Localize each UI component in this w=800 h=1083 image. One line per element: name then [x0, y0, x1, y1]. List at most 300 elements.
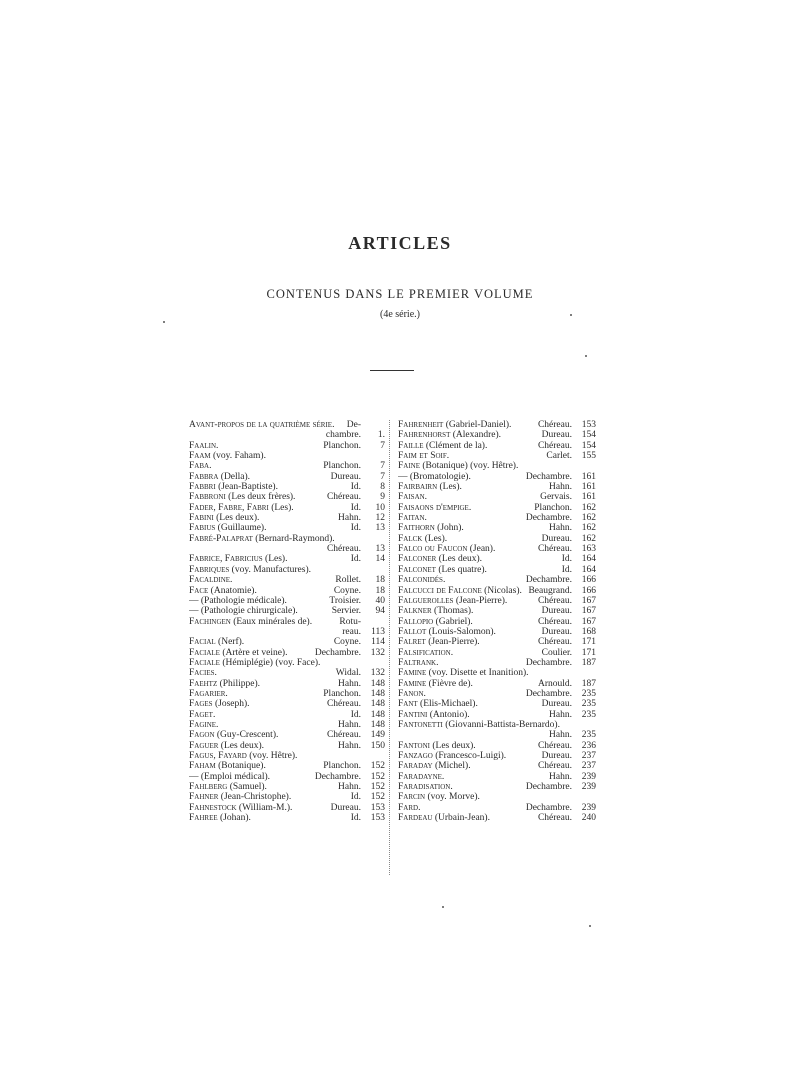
entry-page — [572, 668, 596, 678]
entry-head: Fabbri — [189, 482, 216, 493]
entry-title — [189, 761, 319, 771]
index-entry — [189, 513, 385, 523]
ink-speck — [570, 314, 572, 316]
entry-head: Falco ou Faucon — [398, 544, 468, 555]
entry-detail: (Jean-Pierre). — [453, 595, 508, 606]
entry-detail: (Les). — [268, 502, 294, 513]
index-entry — [189, 751, 385, 761]
index-entry — [398, 689, 596, 699]
index-entry — [189, 586, 385, 596]
entry-head: Faisaons d'empige. — [398, 502, 472, 513]
entry-head: Fabré-Palaprat — [189, 533, 253, 544]
entry-title — [189, 430, 322, 440]
index-entry — [398, 451, 596, 461]
index-entry — [398, 658, 596, 668]
entry-detail: (Louis-Salomon). — [426, 626, 496, 637]
entry-head: Fanzago — [398, 751, 433, 761]
entry-detail: (Clément de la). — [423, 440, 488, 451]
entry-page: 7 — [380, 461, 385, 472]
entry-author: Dechambre. — [525, 513, 572, 524]
entry-title — [189, 679, 334, 689]
entry-title — [189, 513, 334, 523]
entry-title — [189, 658, 357, 668]
index-entry — [189, 813, 385, 823]
entry-head: Fagine. — [189, 719, 219, 730]
entry-page: 153 — [581, 420, 596, 430]
entry-title — [398, 637, 534, 647]
index-entry — [398, 565, 596, 575]
entry-head: Falsification. — [398, 647, 454, 658]
entry-title — [398, 668, 568, 678]
entry-author: Dechambre. — [314, 647, 361, 658]
entry-detail: (Eaux minérales de). — [230, 616, 313, 627]
entry-author: Troisier. — [329, 595, 361, 606]
entry-detail: (Les quatre). — [435, 564, 487, 575]
entry-title — [189, 751, 357, 761]
index-entry — [189, 741, 385, 751]
entry-author: Rollet. — [335, 575, 361, 586]
entry-title — [398, 751, 538, 761]
entry-page — [361, 751, 385, 761]
entry-author: Chéreau. — [326, 544, 361, 555]
entry-author: Gervais. — [540, 492, 572, 503]
entry-head: Faciale — [189, 647, 220, 658]
entry-title — [189, 668, 332, 678]
index-entry — [398, 730, 596, 740]
entry-author: Dechambre. — [525, 657, 572, 668]
entry-head: Facies. — [189, 668, 217, 679]
entry-title — [398, 565, 558, 575]
entry-page: 239 — [581, 802, 596, 813]
entry-page: 8 — [380, 482, 385, 493]
entry-head: Avant-propos de la quatrième série. — [189, 420, 335, 430]
entry-head: Fahlberg — [189, 782, 228, 793]
entry-head: Falconer — [398, 554, 437, 565]
index-entry — [398, 761, 596, 771]
entry-page — [361, 617, 385, 627]
entry-detail: (Guillaume). — [215, 523, 267, 534]
index-entry — [398, 554, 596, 564]
entry-title — [398, 575, 522, 585]
index-entry — [398, 803, 596, 813]
entry-title — [189, 523, 347, 533]
entry-title — [189, 689, 319, 699]
entry-detail: (voy. Disette et Inanition). — [426, 668, 529, 679]
entry-head: Faisan. — [398, 492, 428, 503]
entry-author: Id. — [350, 709, 361, 720]
entry-title — [398, 534, 538, 544]
entry-page: 132 — [370, 668, 385, 679]
entry-title — [398, 606, 538, 616]
entry-page: 152 — [370, 771, 385, 782]
entry-page — [361, 451, 385, 461]
entry-author: Chéreau. — [537, 420, 572, 430]
entry-head: Faget. — [189, 709, 216, 720]
entry-head: Falret — [398, 637, 426, 648]
entry-head: Faciale — [189, 657, 220, 668]
page-subtitle: CONTENUS DANS LE PREMIER VOLUME — [266, 287, 534, 301]
index-entry — [189, 544, 385, 554]
entry-head: Fabrice, Fabricius — [189, 554, 263, 565]
entry-page: 171 — [581, 647, 596, 658]
entry-title — [398, 441, 534, 451]
entry-title — [398, 430, 538, 440]
entry-title — [189, 586, 330, 596]
entry-author: Arnould. — [537, 678, 572, 689]
index-entry — [398, 482, 596, 492]
entry-head: Falkner — [398, 606, 432, 617]
entry-head: Facial — [189, 637, 216, 648]
index-entry — [398, 472, 596, 482]
entry-detail: (Thomas). — [431, 606, 474, 617]
entry-title — [398, 544, 534, 554]
entry-title — [398, 492, 536, 502]
entry-head: Fairbairn — [398, 482, 438, 493]
entry-title — [189, 648, 311, 658]
entry-author: Chéreau. — [537, 761, 572, 772]
index-entry — [398, 441, 596, 451]
index-entry — [398, 720, 596, 730]
entry-title — [398, 658, 522, 668]
entry-page: 94 — [375, 606, 385, 617]
entry-head: Fant — [398, 699, 418, 710]
entry-author: Chéreau. — [537, 740, 572, 751]
entry-head: Faalin. — [189, 440, 219, 451]
entry-head: Fabriques — [189, 564, 230, 575]
entry-title — [189, 730, 323, 740]
entry-page: 240 — [581, 813, 596, 824]
entry-author: Id. — [350, 502, 361, 513]
index-entry — [398, 461, 596, 471]
entry-author: Dechambre. — [525, 688, 572, 699]
entry-page: 168 — [581, 626, 596, 637]
entry-title — [398, 586, 524, 596]
entry-page — [572, 720, 596, 730]
entry-author: Hahn. — [338, 513, 361, 524]
entry-author: Id. — [350, 813, 361, 824]
entry-title — [189, 441, 319, 451]
entry-page: 153 — [370, 802, 385, 813]
entry-author: Dechambre. — [525, 802, 572, 813]
entry-head: Faba. — [189, 461, 212, 472]
entry-page: 153 — [370, 813, 385, 824]
entry-page: 1. — [377, 430, 385, 441]
entry-detail: — (Pathologie médicale). — [189, 595, 287, 606]
index-entry — [189, 803, 385, 813]
entry-detail: (Botanique). — [215, 761, 266, 772]
index-entry — [189, 492, 385, 502]
entry-page: 148 — [370, 709, 385, 720]
entry-title — [398, 596, 534, 606]
entry-detail: (voy. Faham). — [210, 451, 266, 462]
entry-detail: (Elis-Michael). — [417, 699, 478, 710]
entry-author: Dureau. — [541, 699, 572, 710]
entry-detail: (Urbain-Jean). — [432, 813, 490, 824]
index-entry — [189, 451, 385, 461]
entry-head: Fabbra — [189, 471, 219, 482]
index-entry — [189, 761, 385, 771]
entry-page: 149 — [370, 730, 385, 741]
entry-title — [189, 544, 323, 554]
entry-title — [398, 741, 534, 751]
entry-page: 166 — [581, 585, 596, 596]
entry-detail: (Gabriel-Daniel). — [443, 420, 512, 430]
entry-head: Facaldine. — [189, 575, 233, 586]
entry-head: Fardeau — [398, 813, 433, 824]
index-entry — [398, 503, 596, 513]
entry-author: Coyne. — [333, 637, 361, 648]
index-entry — [189, 699, 385, 709]
entry-detail: (Francesco-Luigi). — [432, 751, 507, 761]
entry-head: Fader, Fabre, Fabri — [189, 502, 269, 513]
entry-head: Falcucci de Falcone — [398, 585, 482, 596]
entry-title — [398, 803, 522, 813]
entry-detail: (Jean). — [467, 544, 496, 555]
entry-page — [361, 565, 385, 575]
index-entry — [189, 596, 385, 606]
entry-head: Famine — [398, 668, 427, 679]
entry-author: Rotu- — [339, 616, 361, 627]
index-entry — [398, 679, 596, 689]
entry-title — [398, 782, 522, 792]
entry-author: Chéreau. — [326, 730, 361, 741]
entry-head: Fahner — [189, 792, 219, 803]
entry-author: Coulier. — [541, 647, 572, 658]
entry-title — [398, 813, 534, 823]
entry-detail: (Johan). — [217, 813, 251, 824]
index-entry — [398, 617, 596, 627]
entry-author: Servier. — [331, 606, 361, 617]
index-entry — [398, 523, 596, 533]
entry-title — [398, 472, 522, 482]
index-entry — [398, 813, 596, 823]
entry-title — [398, 513, 522, 523]
entry-title — [189, 699, 323, 709]
entry-head: Faguer — [189, 740, 219, 751]
index-entry — [189, 668, 385, 678]
entry-author: Dechambre. — [525, 782, 572, 793]
entry-detail: (Della). — [218, 471, 251, 482]
entry-author: chambre. — [325, 430, 361, 441]
entry-author: Dechambre. — [314, 771, 361, 782]
entry-author: Chéreau. — [537, 440, 572, 451]
entry-page: 236 — [581, 740, 596, 751]
entry-head: Falguerolles — [398, 595, 454, 606]
entry-detail: — (Bromatologie). — [398, 471, 471, 482]
entry-author: Dureau. — [330, 471, 361, 482]
entry-author: Chéreau. — [537, 544, 572, 555]
entry-detail: (Les). — [437, 482, 462, 493]
entry-title — [189, 492, 323, 502]
entry-head: Fabini — [189, 513, 214, 524]
entry-title — [398, 627, 538, 637]
entry-author: Planchon. — [323, 461, 361, 472]
index-entry — [398, 596, 596, 606]
entry-head: Fallopio — [398, 616, 434, 627]
index-entry — [398, 648, 596, 658]
entry-detail: (Les deux frères). — [225, 492, 296, 503]
entry-head: Fantini — [398, 709, 428, 720]
ink-speck — [442, 906, 444, 908]
entry-page: 162 — [581, 533, 596, 544]
entry-title — [189, 596, 325, 606]
entry-page: 9 — [380, 492, 385, 503]
entry-title — [189, 772, 311, 782]
entry-head: Fagus, Fayard — [189, 751, 247, 761]
entry-page: 155 — [581, 451, 596, 462]
entry-head: Fagon — [189, 730, 215, 741]
entry-author: Widal. — [335, 668, 361, 679]
ink-speck — [589, 925, 591, 927]
entry-author: Id. — [561, 564, 572, 575]
entry-page: 148 — [370, 688, 385, 699]
index-entry — [398, 637, 596, 647]
entry-page: 132 — [370, 647, 385, 658]
index-entry — [189, 420, 385, 430]
ink-speck — [585, 355, 587, 357]
entry-detail: (Les deux). — [213, 513, 260, 524]
entry-title — [398, 451, 542, 461]
entry-page: 161 — [581, 492, 596, 503]
entry-author: Dechambre. — [525, 471, 572, 482]
entry-head: Fallot — [398, 626, 427, 637]
entry-title — [189, 503, 347, 513]
entry-page: 167 — [581, 595, 596, 606]
index-entry — [398, 772, 596, 782]
entry-page — [572, 461, 596, 471]
entry-head: Fantoni — [398, 740, 430, 751]
title-rule — [370, 370, 414, 371]
entry-title — [398, 617, 534, 627]
index-entry — [398, 741, 596, 751]
entry-author: Beaugrand. — [528, 585, 572, 596]
entry-author: Hahn. — [338, 740, 361, 751]
entry-title — [398, 699, 538, 709]
entry-page: 164 — [581, 564, 596, 575]
entry-title — [398, 461, 568, 471]
entry-head: Faradisation. — [398, 782, 453, 793]
entry-author: Hahn. — [549, 730, 572, 741]
entry-page: 163 — [581, 544, 596, 555]
entry-detail: (William-M.). — [236, 802, 293, 813]
entry-page — [572, 792, 596, 802]
entry-page: 152 — [370, 792, 385, 803]
entry-author: Chéreau. — [537, 595, 572, 606]
entry-head: Fagarier. — [189, 688, 228, 699]
entry-page: 237 — [581, 751, 596, 761]
entry-page: 152 — [370, 761, 385, 772]
entry-title — [189, 782, 334, 792]
entry-detail: (Hémiplégie) (voy. Face). — [219, 657, 321, 668]
entry-head: Faille — [398, 440, 424, 451]
entry-title — [189, 637, 330, 647]
entry-page: 154 — [581, 430, 596, 441]
entry-page: 12 — [375, 513, 385, 524]
entry-head: Faitan. — [398, 513, 427, 524]
entry-detail: (Nicolas). — [481, 585, 522, 596]
index-entry — [398, 586, 596, 596]
entry-page — [361, 534, 385, 544]
entry-detail: (Les). — [262, 554, 288, 565]
index-entry — [398, 627, 596, 637]
entry-title — [189, 534, 357, 544]
entry-detail: (Anatomie). — [208, 585, 257, 596]
index-entry — [189, 554, 385, 564]
entry-page: 235 — [581, 730, 596, 741]
entry-page: 7 — [380, 471, 385, 482]
entry-page: 161 — [581, 482, 596, 493]
entry-author: reau. — [342, 626, 361, 637]
entry-head: Famine — [398, 678, 427, 689]
entry-detail: (Fièvre de). — [426, 678, 473, 689]
entry-author: Dureau. — [541, 626, 572, 637]
entry-detail: (Bernard-Raymond). — [252, 533, 335, 544]
entry-page: 239 — [581, 771, 596, 782]
entry-author: Dureau. — [541, 430, 572, 441]
entry-author: Chéreau. — [326, 492, 361, 503]
entry-title — [189, 617, 335, 627]
entry-page: 40 — [375, 595, 385, 606]
entry-title — [398, 523, 545, 533]
entry-detail: (John). — [434, 523, 464, 534]
entry-author: Dechambre. — [525, 575, 572, 586]
entry-head: Farcin — [398, 792, 426, 803]
index-entry — [398, 782, 596, 792]
entry-detail: (voy. Hêtre). — [246, 751, 298, 761]
entry-author: Id. — [350, 554, 361, 565]
entry-page — [361, 658, 385, 668]
entry-title — [189, 710, 347, 720]
index-entry — [398, 606, 596, 616]
entry-author: Planchon. — [534, 502, 572, 513]
entry-author: Dureau. — [541, 751, 572, 761]
entry-head: Faithorn — [398, 523, 435, 534]
entry-head: Faraday — [398, 761, 433, 772]
index-column-left — [189, 420, 385, 823]
index-entry — [189, 637, 385, 647]
entry-title — [398, 679, 534, 689]
entry-author: Chéreau. — [326, 699, 361, 710]
entry-author: Dureau. — [541, 533, 572, 544]
entry-author: Planchon. — [323, 688, 361, 699]
index-entry — [189, 606, 385, 616]
index-entry — [398, 492, 596, 502]
entry-head: Faehtz — [189, 678, 218, 689]
entry-author: Chéreau. — [537, 813, 572, 824]
entry-head: Fages — [189, 699, 213, 710]
entry-detail: (Nerf). — [215, 637, 245, 648]
entry-head: Faam — [189, 451, 211, 462]
entry-page: 148 — [370, 719, 385, 730]
entry-page: 167 — [581, 606, 596, 617]
index-entry — [398, 544, 596, 554]
entry-author: Planchon. — [323, 761, 361, 772]
entry-author: Id. — [561, 554, 572, 565]
entry-author: Id. — [350, 792, 361, 803]
entry-detail: (Samuel). — [227, 782, 267, 793]
entry-title — [398, 482, 545, 492]
entry-title — [398, 792, 568, 802]
entry-page: 237 — [581, 761, 596, 772]
entry-title — [189, 606, 328, 616]
entry-author: Chéreau. — [537, 616, 572, 627]
entry-head: Fabbroni — [189, 492, 226, 503]
entry-page: 150 — [370, 740, 385, 751]
entry-author: Id. — [350, 482, 361, 493]
index-entry — [189, 565, 385, 575]
entry-head: Fabius — [189, 523, 216, 534]
entry-detail: — (Emploi médical). — [189, 771, 270, 782]
